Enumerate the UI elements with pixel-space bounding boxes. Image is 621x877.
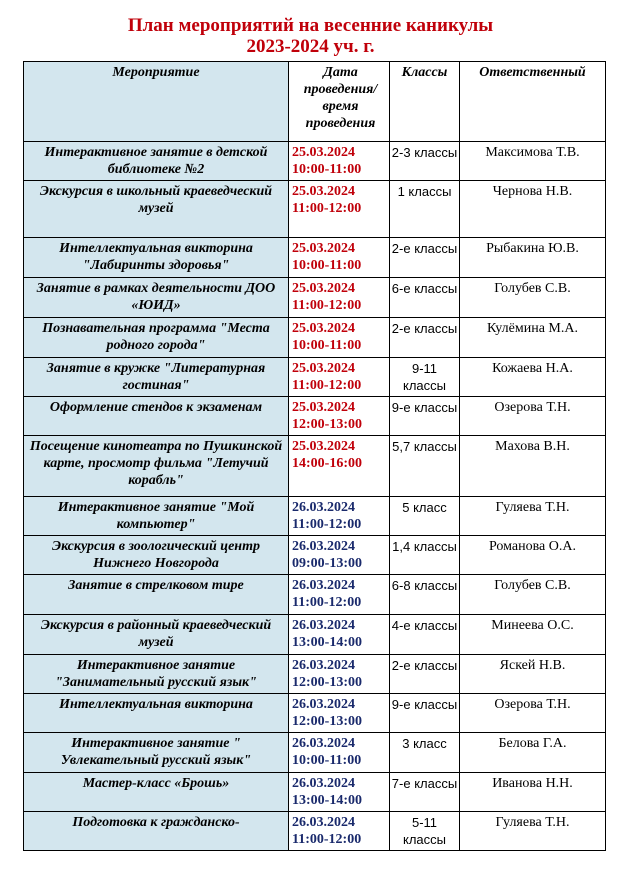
table-row bbox=[24, 773, 606, 812]
date-cell bbox=[289, 318, 390, 358]
responsible-cell: Романова О.А. bbox=[460, 536, 606, 575]
header-classes: Классы bbox=[390, 62, 460, 142]
date-cell bbox=[289, 397, 390, 436]
event-time: 12:00-13:00 bbox=[292, 417, 362, 432]
table-row bbox=[24, 278, 606, 318]
date-cell bbox=[289, 615, 390, 655]
classes-cell: 9-е классы bbox=[390, 397, 460, 436]
table-row bbox=[24, 694, 606, 733]
table-header-row bbox=[24, 62, 606, 142]
table-row bbox=[24, 318, 606, 358]
header-event: Мероприятие bbox=[24, 62, 289, 142]
event-date: 26.03.2024 bbox=[292, 697, 355, 712]
event-cell: Интерактивное занятие "Мой компьютер" bbox=[24, 497, 289, 536]
table-row bbox=[24, 733, 606, 773]
date-cell bbox=[289, 575, 390, 615]
event-date: 26.03.2024 bbox=[292, 736, 355, 751]
date-cell bbox=[289, 278, 390, 318]
classes-cell: 4-е классы bbox=[390, 615, 460, 655]
classes-cell: 3 класс bbox=[390, 733, 460, 773]
classes-cell: 5-11 классы bbox=[390, 812, 460, 851]
event-cell: Интерактивное занятие " Увлекательный русский язык" bbox=[24, 733, 289, 773]
event-date: 25.03.2024 bbox=[292, 281, 355, 296]
event-date: 25.03.2024 bbox=[292, 439, 355, 454]
table-row bbox=[24, 358, 606, 397]
event-cell: Экскурсия в зоологический центр Нижнего Новгорода bbox=[24, 536, 289, 575]
date-cell bbox=[289, 812, 390, 851]
classes-cell: 2-3 классы bbox=[390, 142, 460, 181]
event-time: 10:00-11:00 bbox=[292, 338, 362, 353]
header-date: Дата проведения/ время проведения bbox=[289, 62, 390, 142]
event-cell: Интеллектуальная викторина "Лабиринты здоровья" bbox=[24, 238, 289, 278]
header-responsible: Ответственный bbox=[460, 62, 606, 142]
event-time: 12:00-13:00 bbox=[292, 714, 362, 729]
responsible-cell: Яскей Н.В. bbox=[460, 655, 606, 694]
event-date: 25.03.2024 bbox=[292, 400, 355, 415]
table-row bbox=[24, 536, 606, 575]
date-cell bbox=[289, 733, 390, 773]
responsible-cell: Голубев С.В. bbox=[460, 575, 606, 615]
event-date: 25.03.2024 bbox=[292, 184, 355, 199]
event-cell: Познавательная программа "Места родного города" bbox=[24, 318, 289, 358]
date-cell bbox=[289, 694, 390, 733]
classes-cell: 6-е классы bbox=[390, 278, 460, 318]
date-cell bbox=[289, 536, 390, 575]
event-date: 26.03.2024 bbox=[292, 815, 355, 830]
table-row bbox=[24, 142, 606, 181]
table-row bbox=[24, 397, 606, 436]
event-time: 11:00-12:00 bbox=[292, 595, 362, 610]
event-time: 10:00-11:00 bbox=[292, 162, 362, 177]
event-cell: Интеллектуальная викторина bbox=[24, 694, 289, 733]
date-cell bbox=[289, 142, 390, 181]
table-row bbox=[24, 238, 606, 278]
event-cell: Посещение кинотеатра по Пушкинской карте, просмотр фильма "Летучий корабль" bbox=[24, 436, 289, 497]
classes-cell: 1,4 классы bbox=[390, 536, 460, 575]
classes-cell: 9-е классы bbox=[390, 694, 460, 733]
event-cell: Интерактивное занятие в детской библиотеке №2 bbox=[24, 142, 289, 181]
event-cell: Экскурсия в школьный краеведческий музей bbox=[24, 181, 289, 238]
responsible-cell: Махова В.Н. bbox=[460, 436, 606, 497]
date-cell bbox=[289, 655, 390, 694]
table-row bbox=[24, 497, 606, 536]
event-cell: Занятие в кружке "Литературная гостиная" bbox=[24, 358, 289, 397]
event-date: 26.03.2024 bbox=[292, 539, 355, 554]
table-row bbox=[24, 615, 606, 655]
table-row bbox=[24, 812, 606, 851]
date-cell bbox=[289, 181, 390, 238]
classes-cell: 2-е классы bbox=[390, 238, 460, 278]
responsible-cell: Иванова Н.Н. bbox=[460, 773, 606, 812]
responsible-cell: Кожаева Н.А. bbox=[460, 358, 606, 397]
table-row bbox=[24, 655, 606, 694]
responsible-cell: Белова Г.А. bbox=[460, 733, 606, 773]
event-date: 25.03.2024 bbox=[292, 145, 355, 160]
table-body bbox=[24, 142, 606, 851]
classes-cell: 9-11 классы bbox=[390, 358, 460, 397]
event-date: 25.03.2024 bbox=[292, 361, 355, 376]
classes-cell: 5,7 классы bbox=[390, 436, 460, 497]
date-cell bbox=[289, 773, 390, 812]
responsible-cell: Кулёмина М.А. bbox=[460, 318, 606, 358]
classes-cell: 5 класс bbox=[390, 497, 460, 536]
responsible-cell: Озерова Т.Н. bbox=[460, 397, 606, 436]
event-cell: Занятие в рамках деятельности ДОО «ЮИД» bbox=[24, 278, 289, 318]
event-date: 26.03.2024 bbox=[292, 776, 355, 791]
event-cell: Оформление стендов к экзаменам bbox=[24, 397, 289, 436]
event-time: 11:00-12:00 bbox=[292, 298, 362, 313]
event-cell: Подготовка к гражданско- bbox=[24, 812, 289, 851]
classes-cell: 1 классы bbox=[390, 181, 460, 238]
page-title: План мероприятий на весенние каникулы bbox=[127, 15, 494, 36]
table-row bbox=[24, 436, 606, 497]
date-cell bbox=[289, 238, 390, 278]
date-cell bbox=[289, 358, 390, 397]
classes-cell: 2-е классы bbox=[390, 655, 460, 694]
classes-cell: 2-е классы bbox=[390, 318, 460, 358]
event-cell: Экскурсия в районный краеведческий музей bbox=[24, 615, 289, 655]
event-cell: Интерактивное занятие "Занимательный русский язык" bbox=[24, 655, 289, 694]
classes-cell: 6-8 классы bbox=[390, 575, 460, 615]
responsible-cell: Максимова Т.В. bbox=[460, 142, 606, 181]
event-time: 10:00-11:00 bbox=[292, 753, 362, 768]
event-date: 26.03.2024 bbox=[292, 618, 355, 633]
table-row bbox=[24, 575, 606, 615]
event-time: 11:00-12:00 bbox=[292, 832, 362, 847]
responsible-cell: Минеева О.С. bbox=[460, 615, 606, 655]
page-subtitle: 2023-2024 уч. г. bbox=[246, 36, 375, 57]
responsible-cell: Гуляева Т.Н. bbox=[460, 812, 606, 851]
classes-cell: 7-е классы bbox=[390, 773, 460, 812]
event-time: 13:00-14:00 bbox=[292, 635, 362, 650]
event-time: 12:00-13:00 bbox=[292, 675, 362, 690]
events-table bbox=[23, 61, 606, 851]
responsible-cell: Голубев С.В. bbox=[460, 278, 606, 318]
event-time: 11:00-12:00 bbox=[292, 201, 362, 216]
event-cell: Мастер-класс «Брошь» bbox=[24, 773, 289, 812]
event-time: 09:00-13:00 bbox=[292, 556, 362, 571]
event-time: 10:00-11:00 bbox=[292, 258, 362, 273]
event-time: 13:00-14:00 bbox=[292, 793, 362, 808]
event-date: 26.03.2024 bbox=[292, 658, 355, 673]
event-date: 26.03.2024 bbox=[292, 500, 355, 515]
responsible-cell: Чернова Н.В. bbox=[460, 181, 606, 238]
table-row bbox=[24, 181, 606, 238]
event-time: 11:00-12:00 bbox=[292, 378, 362, 393]
event-cell: Занятие в стрелковом тире bbox=[24, 575, 289, 615]
event-time: 11:00-12:00 bbox=[292, 517, 362, 532]
responsible-cell: Рыбакина Ю.В. bbox=[460, 238, 606, 278]
responsible-cell: Озерова Т.Н. bbox=[460, 694, 606, 733]
event-date: 25.03.2024 bbox=[292, 321, 355, 336]
date-cell bbox=[289, 436, 390, 497]
event-date: 25.03.2024 bbox=[292, 241, 355, 256]
event-date: 26.03.2024 bbox=[292, 578, 355, 593]
event-time: 14:00-16:00 bbox=[292, 456, 362, 471]
date-cell bbox=[289, 497, 390, 536]
responsible-cell: Гуляева Т.Н. bbox=[460, 497, 606, 536]
